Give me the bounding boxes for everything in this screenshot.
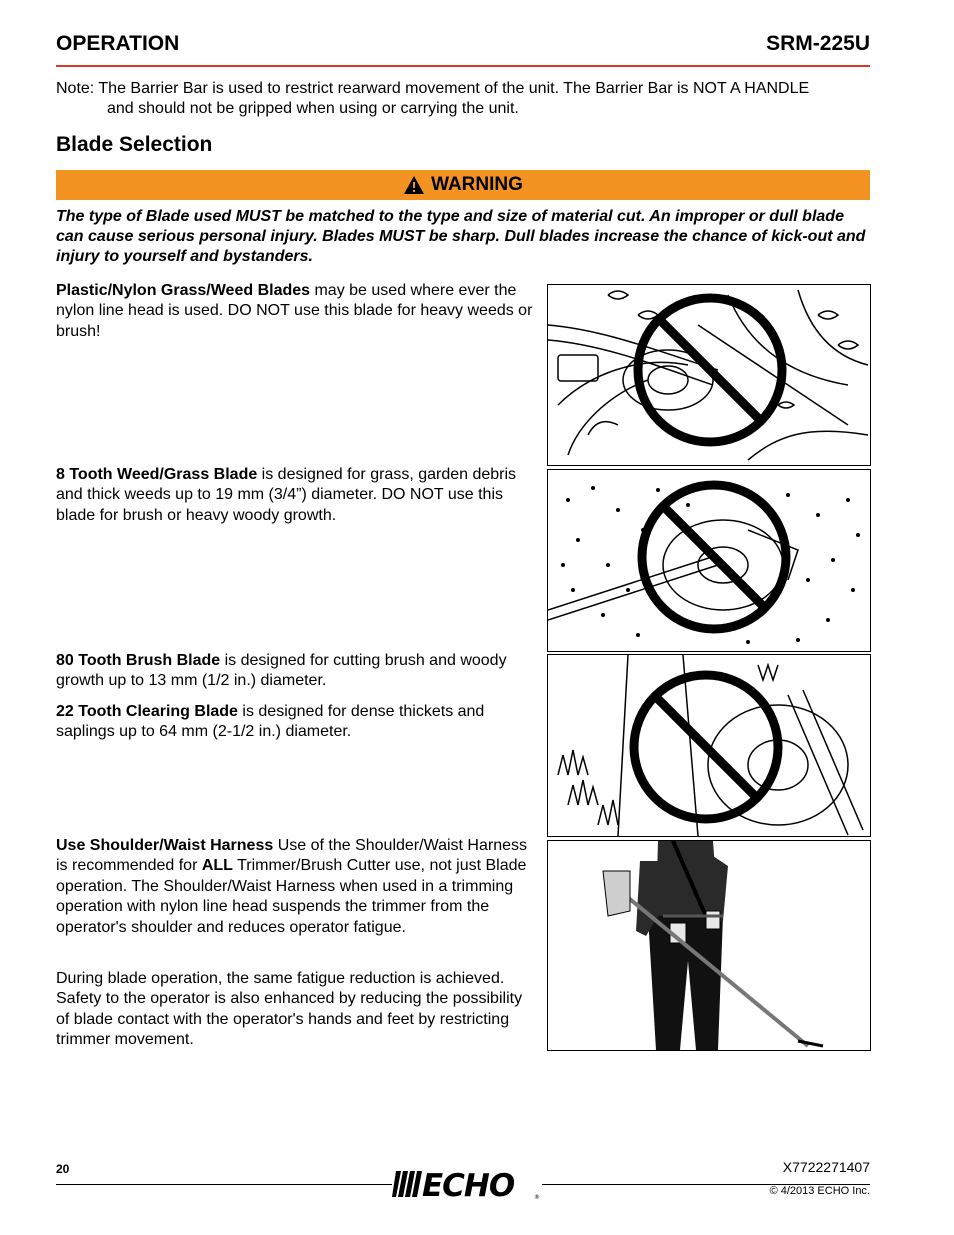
plastic-blade-title: Plastic/Nylon Grass/Weed Blades	[56, 282, 311, 299]
harness-text-2: Trimmer/Brush Cutter use, not just Blade operation. The Shoulder/Waist Harness when used in a trimming operation with nylon line head suspends the trimmer from the operator's shoulder and reduces operator fatigue.	[56, 857, 527, 936]
barrier-bar-note	[56, 79, 876, 119]
copyright-text: © 4/2013 ECHO Inc.	[769, 1185, 870, 1197]
header-divider	[56, 65, 870, 67]
warning-label: WARNING	[431, 174, 523, 195]
section-heading: Blade Selection	[56, 133, 213, 156]
harness-paragraph	[56, 836, 538, 938]
plastic-blade-paragraph	[56, 281, 538, 342]
note-line-1: Note: The Barrier Bar is used to restrict rearward movement of the unit. The Barrier Bar is NOT A HANDLE	[56, 80, 810, 97]
model-number: SRM-225U	[766, 32, 870, 55]
svg-text:ECHO: ECHO	[422, 1168, 515, 1201]
document-number: X7722271407	[782, 1159, 870, 1175]
plastic-blade-text: may be used where ever the nylon line head is used. DO NOT use this blade for heavy weeds or brush!	[56, 282, 533, 340]
svg-text:®: ®	[534, 1194, 540, 1201]
figure-plastic-blade	[547, 284, 871, 466]
tooth80-blade-paragraph	[56, 651, 538, 692]
page-number: 20	[56, 1162, 70, 1176]
echo-logo-graphic	[392, 1167, 542, 1201]
harness-text-1: Use of the Shoulder/Waist Harness is recommended for	[56, 837, 527, 875]
figure-80-tooth-blade	[547, 654, 871, 837]
tooth8-blade-illustration	[548, 470, 870, 651]
tooth8-blade-title: 8 Tooth Weed/Grass Blade	[56, 466, 258, 483]
tooth22-blade-title: 22 Tooth Clearing Blade	[56, 703, 238, 720]
section-title: OPERATION	[56, 32, 180, 55]
tooth22-blade-paragraph	[56, 702, 538, 743]
warning-text: The type of Blade used MUST be matched to the type and size of material cut. An improper or dull blade can cause serious personal injury. Blades MUST be sharp. Dull blades increase the chance of kick-out and injury to yourself and bystanders.	[56, 208, 866, 265]
harness-paragraph-2: During blade operation, the same fatigue reduction is achieved. Safety to the operator is also enhanced by reducing the possibility of blade contact with the operator's hands and feet by restricting trimmer movement.	[56, 970, 523, 1049]
prohibition-icon	[638, 298, 782, 442]
tooth8-blade-text: is designed for grass, garden debris and thick weeds up to 19 mm (3/4”) diameter. DO NOT use this blade for brush or heavy woody growth.	[56, 466, 517, 524]
plastic-blade-illustration	[548, 285, 870, 465]
tooth8-blade-paragraph	[56, 465, 538, 526]
note-line-2: and should not be gripped when using or carrying the unit.	[107, 100, 519, 117]
tooth80-blade-illustration	[548, 655, 870, 836]
warning-banner	[56, 170, 870, 200]
figure-shoulder-harness	[547, 840, 871, 1051]
figure-8-tooth-blade	[547, 469, 871, 652]
tooth80-blade-title: 80 Tooth Brush Blade	[56, 652, 221, 669]
operator-harness-photo	[548, 841, 870, 1050]
warning-triangle-icon	[403, 175, 425, 195]
page-header	[56, 32, 870, 62]
harness-all: ALL	[201, 857, 233, 875]
tooth80-blade-text: is designed for cutting brush and woody growth up to 13 mm (1/2 in.) diameter.	[56, 652, 507, 690]
tooth22-blade-text: is designed for dense thickets and saplings up to 64 mm (2-1/2 in.) diameter.	[56, 703, 485, 741]
harness-title: Use Shoulder/Waist Harness	[56, 837, 274, 854]
echo-logo	[392, 1167, 542, 1201]
